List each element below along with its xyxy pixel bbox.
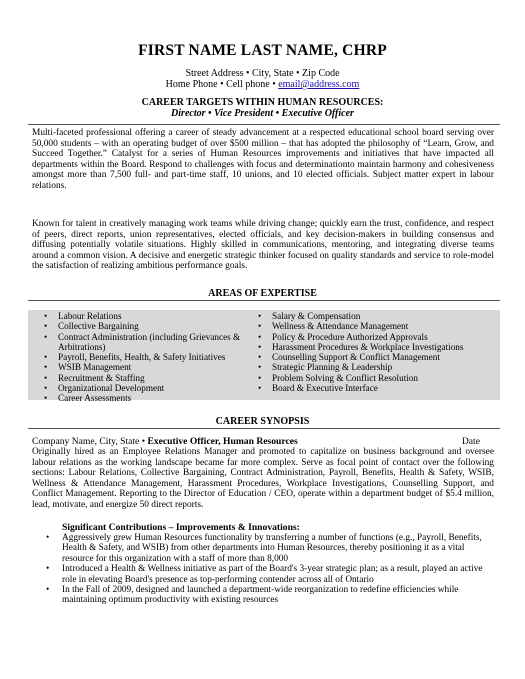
expertise-item: • WSIB Management [44,362,264,372]
expertise-item: • Labour Relations [44,311,264,321]
expertise-item: • Strategic Planning & Leadership [258,362,498,372]
contributions-list [44,533,494,606]
address-line: Street Address • City, State • Zip Code [185,68,340,79]
contributions-heading: Significant Contributions – Improvements & Innovations: [62,522,300,533]
expertise-item: • Board & Executive Interface [258,383,498,393]
expertise-item: • Recruitment & Staffing [44,373,264,383]
job-date: Date [461,436,480,447]
contribution-item: • Aggressively grew Human Resources functionality by transferring a number of functions (e.g., Payroll, Benefits, Health & Safety, and WSIB) from other departments into Human Resources, thereby positioning it as a vital resource for this organization with a staff of more than 8,000 [44,533,494,564]
job-description: Originally hired as an Employee Relations Manager and promoted to capitalize on business background and oversee labour relations as the working landscape became far more complex. Serve as focal point of contact over the following sections: Labour Relations, Collective Bargaining, Contract Administration, Payroll, Benefits, Health & Safety, WSIB, Wellness & Attendance Management, Harassment Procedures, Workplace Investigations, Counselling Support, and Conflict Management. Reporting to the Director of Education / CEO, operate within a department budget of $5.4 million, lead, motivate, and energize 50 direct reports. [32,447,494,510]
contribution-item: • Introduced a Health & Wellness initiative as part of the Board's 3-year strategic plan; as a result, played an active role in elevating Board's presence as top-performing contender across all of Ontario [44,564,494,585]
summary-paragraph-2: Known for talent in creatively managing work teams while driving change; quickly earn the trust, confidence, and respect of peers, direct reports, union representatives, elected officials, and key decision-makers in building consensus and diffusing potentially volatile situations. Highly skilled in communications, mentoring, and integrating diverse teams around a common vision. A decisive and energetic strategic thinker focused on quality standards and service to role-model the satisfaction of realizing ambitious performance goals. [32,219,494,272]
expertise-right-list [258,311,498,393]
phone-text: Home Phone • Cell phone • [165,79,279,90]
candidate-name: FIRST NAME LAST NAME, CHRP [138,42,387,59]
company-name: Company Name, City, State • [32,436,148,447]
summary-paragraph-1: Multi-faceted professional offering a career of steady advancement at a respected educational school board serving over 50,000 students – with an operating budget of over $500 million – that has adopted the philosophy of “Learn, Grow, and Succeed Together.” Catalyst for a series of Human Resources improvements and initiatives that have impacted all departments within the Board. Respond to challenges with focus and determinationto maintain harmony and cohesiveness amongst more than 7,500 full- and part-time staff, 10 unions, and 10 elected officials. Subject matter expert in labour relations. [32,128,494,191]
synopsis-heading: CAREER SYNOPSIS [215,416,310,427]
expertise-item: • Problem Solving & Conflict Resolution [258,373,498,383]
expertise-heading: AREAS OF EXPERTISE [208,288,317,299]
expertise-item: • Payroll, Benefits, Health, & Safety Initiatives [44,352,264,362]
contribution-item: • In the Fall of 2009, designed and launched a department-wide reorganization to redefine efficiencies while maintaining optimum productivity with existing resources [44,585,494,606]
expertise-item: • Harassment Procedures & Workplace Investigations [258,342,498,352]
email-link[interactable]: email@address.com [278,79,360,90]
job-header [32,436,494,447]
expertise-item: • Career Assessments [44,393,264,403]
expertise-item: • Counselling Support & Conflict Management [258,352,498,362]
job-title: Executive Officer, Human Resources [147,436,298,447]
phone-email-line [0,79,525,90]
expertise-item: • Contract Administration (including Grievances & Arbitrations) [44,332,264,353]
divider [28,124,500,125]
divider [28,428,500,429]
divider [28,300,500,301]
expertise-item: • Policy & Procedure Authorized Approvals [258,332,498,342]
career-targets-roles: Director • Vice President • Executive Officer [171,108,354,119]
expertise-left-list [44,311,264,404]
expertise-item: • Organizational Development [44,383,264,393]
expertise-item: • Wellness & Attendance Management [258,321,498,331]
expertise-item: • Salary & Compensation [258,311,498,321]
career-targets [0,97,525,119]
expertise-item: • Collective Bargaining [44,321,264,331]
career-targets-title: CAREER TARGETS WITHIN HUMAN RESOURCES: [141,97,384,108]
